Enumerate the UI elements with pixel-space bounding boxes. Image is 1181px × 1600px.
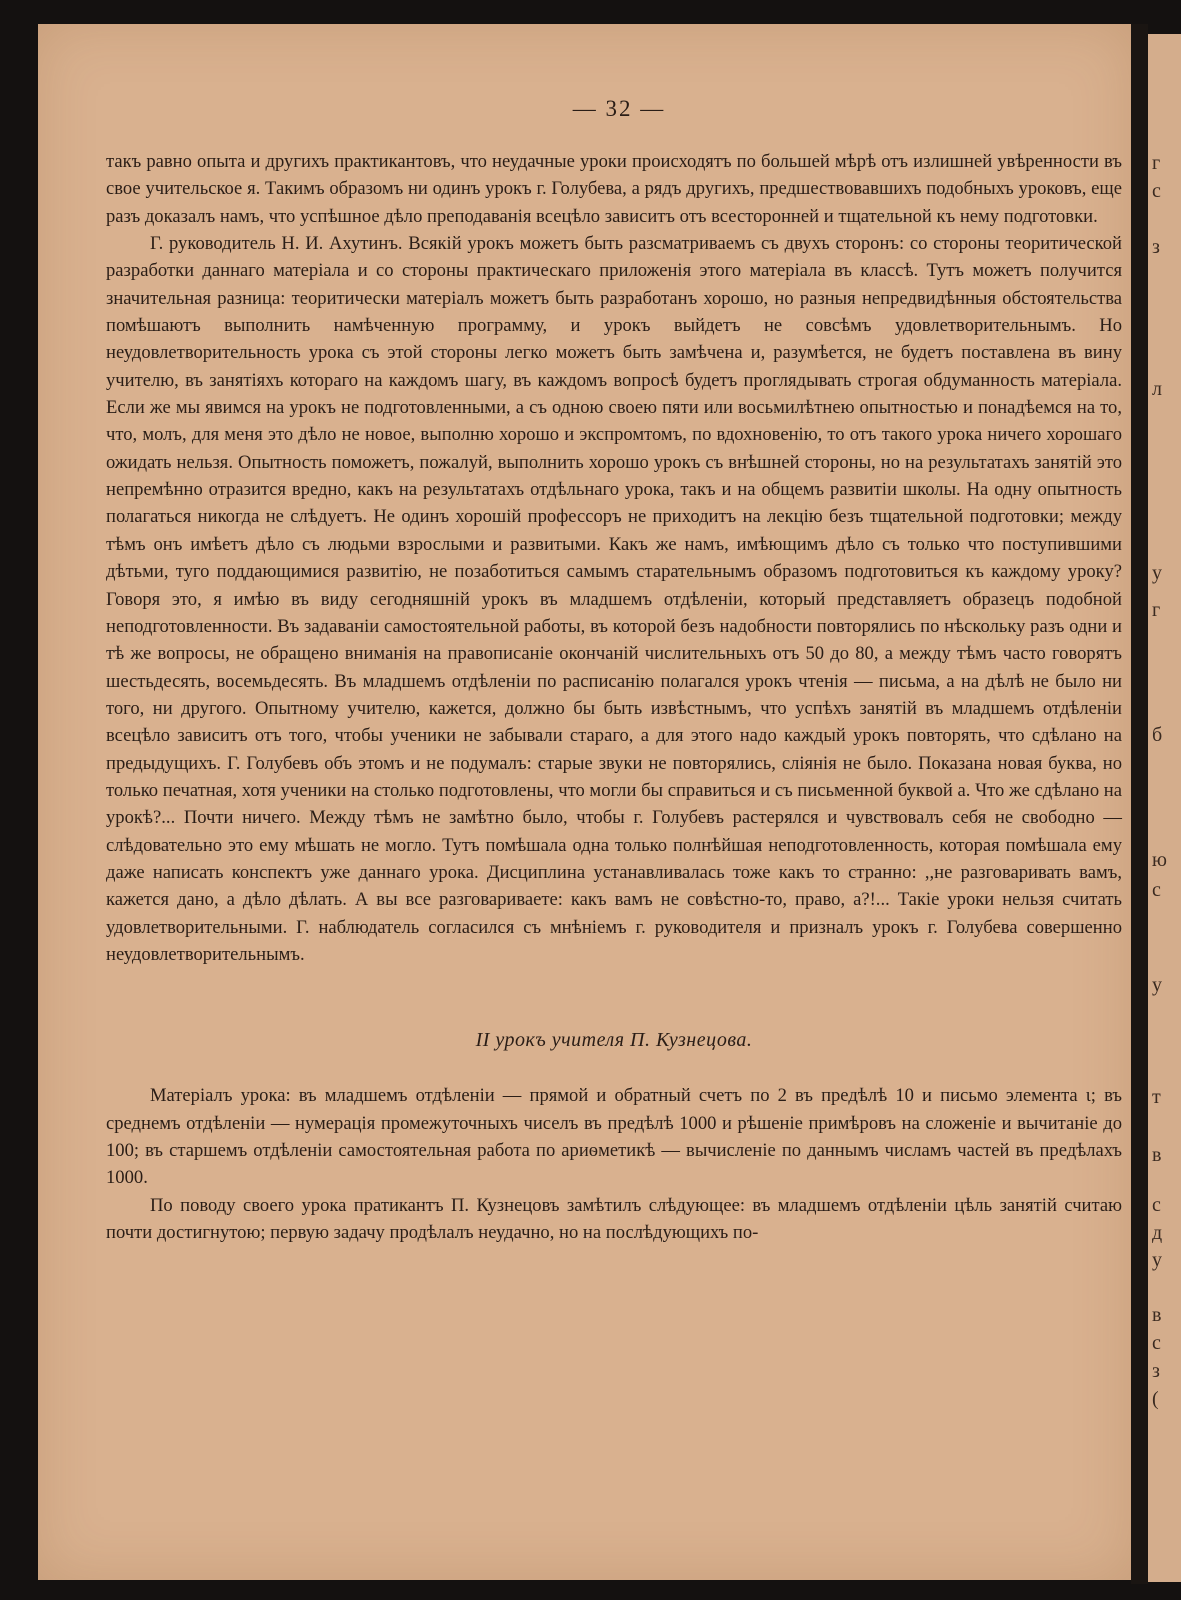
next-page-fragment: з bbox=[1152, 1360, 1160, 1382]
paragraph: такъ равно опыта и другихъ практикантовъ, что неудачные уроки происходятъ по большей мѣрѣ отъ излишней увѣренности въ свое учительское я. Такимъ образомъ ни одинъ урокъ г. Голубева, а рядъ другихъ, предшествовавшихъ подобныхъ уроковъ, еще разъ доказалъ намъ, что успѣшное дѣло преподаванія всецѣло зависитъ отъ всесторонней и тщательной къ нему подготовки. bbox=[106, 151, 1122, 227]
next-page-fragment: с bbox=[1152, 879, 1161, 901]
next-page-fragment: ю bbox=[1152, 849, 1167, 871]
next-page-fragment: в bbox=[1152, 1144, 1162, 1166]
next-page-fragment: с bbox=[1152, 180, 1161, 202]
next-page-fragment: л bbox=[1152, 378, 1162, 400]
next-page-fragment: г bbox=[1152, 152, 1161, 174]
next-page-fragment: с bbox=[1152, 1194, 1161, 1216]
next-page-fragment: т bbox=[1152, 1086, 1161, 1108]
next-page-fragment: у bbox=[1152, 562, 1162, 584]
paragraph: Г. руководитель Н. И. Ахутинъ. Всякій урокъ можетъ быть разсматриваемъ съ двухъ сторонъ: со стороны теоритической разработки даннаго матеріала и со стороны практическаго приложенія этого матеріала въ классѣ. Тутъ можетъ получится значительная разница: теоритически матеріалъ можетъ быть разработанъ хорошо, но разныя непредвидѣнныя обстоятельства помѣшаютъ выполнить намѣченную программу, и урокъ выйдетъ не совсѣмъ удовлетворительнымъ. Но неудовлетворительность урока съ этой стороны легко можетъ быть замѣчена и, разумѣется, не будетъ поставлена въ вину учителю, въ занятіяхъ котораго на каждомъ шагу, въ каждомъ вопросѣ будетъ проглядывать строгая обдуманность матеріала. Если же мы явимся на урокъ не подготовленными, а съ одною своею пяти или восьмилѣтнею опытностью и понадѣемся на то, что, молъ, для меня это дѣло не новое, выполню хорошо и экспромтомъ, по вдохновенію, то отъ такого урока ничего хорошаго ожидать нельзя. Опытность поможетъ, пожалуй, выполнить хорошо урокъ съ внѣшней стороны, но на результатахъ занятій это непремѣнно отразится вредно, какъ на результатахъ отдѣльнаго урока, такъ и на общемъ развитіи школы. На одну опытность полагаться никогда не слѣдуетъ. Не одинъ хорошій профессоръ не приходитъ на лекцію безъ тщательной подготовки; между тѣмъ онъ имѣетъ дѣло съ людьми взрослыми и развитыми. Какъ же намъ, имѣющимъ дѣло съ только что поступившими дѣтьми, туго поддающимися развитію, не позаботиться самымъ старательнымъ образомъ подготовиться къ каждому уроку? Говоря это, я имѣю въ виду сегодняшній урокъ въ младшемъ отдѣленіи, который представляетъ образецъ подобной неподготовленности. Въ задаваніи самостоятельной работы, въ которой безъ надобности повторялись по нѣскольку разъ одни и тѣ же вопросы, не обращено вниманія на правописаніе окончаній числительныхъ отъ 50 до 80, а между тѣмъ часто говорятъ шестьдесять, восемьдесять. Въ младшемъ отдѣленіи по расписанію полагался урокъ чтенія — письма, а на дѣлѣ не было ни того, ни другого. Опытному учителю, кажется, должно бы быть извѣстнымъ, что успѣхъ занятій въ младшемъ отдѣленіи всецѣло зависитъ отъ того, чтобы ученики не забывали стараго, а для этого надо каждый урокъ повторять, что сдѣлано на предыдущихъ. Г. Голубевъ объ этомъ и не подумалъ: старые звуки не повторялись, сліянія не было. Показана новая буква, но только печатная, хотя ученики на столько подготовлены, что могли бы справиться и съ письменной буквой а. Что же сдѣлано на урокѣ?... Почти ничего. Между тѣмъ не замѣтно было, чтобы г. Голубевъ растерялся и чувствовалъ себя не свободно — слѣдовательно это ему мѣшать не могло. Тутъ помѣшала одна только полнѣйшая неподготовленность, которая помѣшала ему даже написать конспектъ уже даннаго урока. Дисциплина устанавливалась тоже какъ то странно: ,,не разговаривать вамъ, кажется дано, а дѣло дѣлать. А вы все разговариваете: какъ вамъ не совѣстно-то, право, а?!... Такіе уроки нельзя считать удовлетворительными. Г. наблюдатель согласился съ мнѣніемъ г. руководителя и призналъ урокъ г. Голубева совершенно неудовлетворительнымъ. bbox=[106, 233, 1122, 965]
next-page-fragment: в bbox=[1152, 1304, 1162, 1326]
paragraph: Матеріалъ урока: въ младшемъ отдѣленіи — прямой и обратный счетъ по 2 въ предѣлѣ 10 и письмо элемента ι; въ среднемъ отдѣленіи — нумерація промежуточныхъ чиселъ въ предѣлѣ 1000 и рѣшеніе примѣровъ на сложеніе и вычитаніе до 100; въ старшемъ отдѣленіи самостоятельная работа по ариѳметикѣ — вычисленіе по даннымъ числамъ частей въ предѣлахъ 1000. bbox=[106, 1085, 1122, 1189]
adjacent-page-edge bbox=[1148, 34, 1181, 1582]
section-heading: II урокъ учителя П. Кузнецова. bbox=[475, 1029, 753, 1052]
page-gutter bbox=[1131, 24, 1148, 1584]
next-page-fragment: б bbox=[1152, 724, 1163, 746]
page-text bbox=[106, 96, 1122, 1246]
page-number: — 32 — bbox=[572, 96, 666, 121]
paragraph: По поводу своего урока пратикантъ П. Кузнецовъ замѣтилъ слѣдующее: въ младшемъ отдѣленіи цѣль занятій считаю почти достигнутою; первую задачу продѣлалъ неудачно, но на послѣдующихъ по- bbox=[106, 1194, 1122, 1244]
next-page-fragment: д bbox=[1152, 1222, 1163, 1244]
next-page-fragment: у bbox=[1152, 974, 1162, 996]
next-page-fragment: г bbox=[1152, 599, 1161, 621]
next-page-fragment: с bbox=[1152, 1332, 1161, 1354]
next-page-fragment: у bbox=[1152, 1249, 1162, 1271]
next-page-fragment: ( bbox=[1152, 1388, 1159, 1410]
next-page-fragment: з bbox=[1152, 236, 1160, 258]
